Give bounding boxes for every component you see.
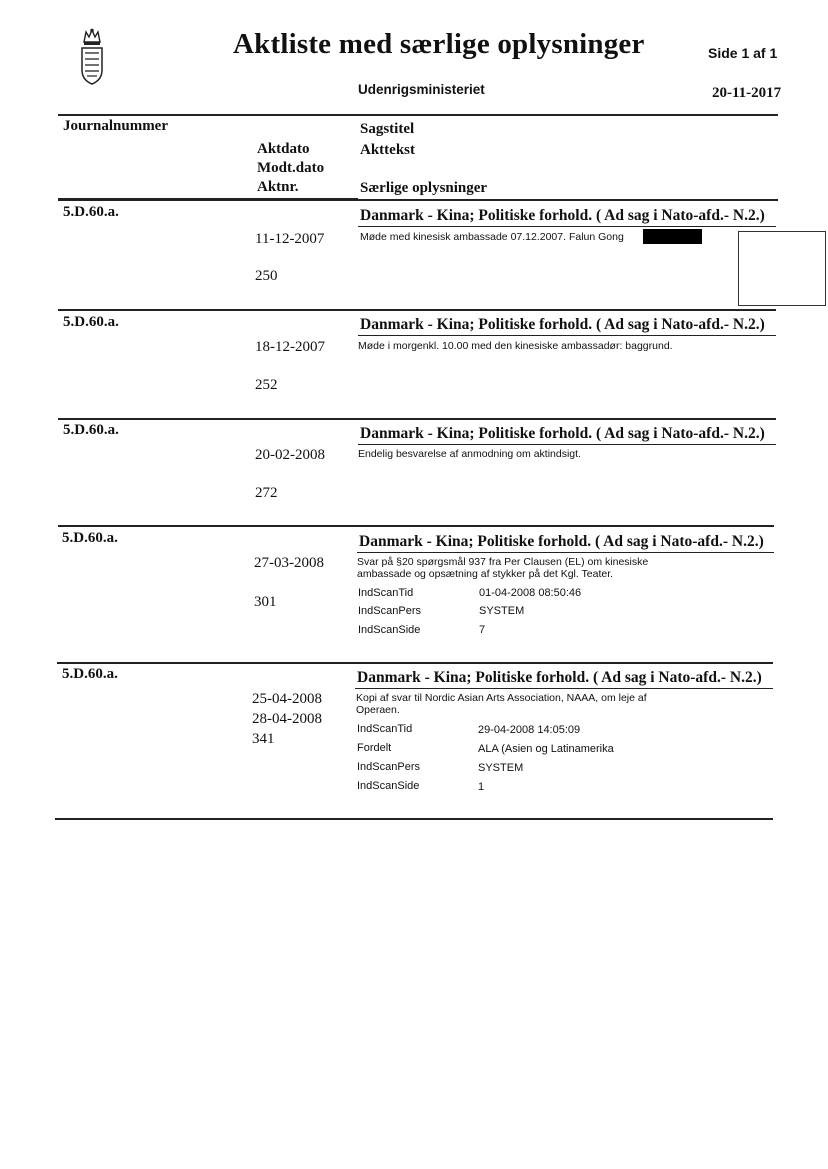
col-saerlige: Særlige oplysninger <box>360 180 488 196</box>
redaction-bar <box>643 229 702 244</box>
entry-akttekst-line2: ambassade og opsætning af stykker på det Kgl. Teater. <box>357 568 614 580</box>
entry-journal: 5.D.60.a. <box>63 314 119 330</box>
page-indicator: Side 1 af 1 <box>708 45 778 61</box>
document-date: 20-11-2017 <box>712 85 782 101</box>
entry-akttekst-line2: Operaen. <box>356 704 400 716</box>
sagstitel-underline <box>358 444 776 445</box>
entry-divider <box>57 662 773 664</box>
entry-divider <box>58 525 774 527</box>
entry-sagstitel: Danmark - Kina; Politiske forhold. ( Ad sag i Nato-afd.- N.2.) <box>360 207 765 224</box>
field-key: IndScanTid <box>358 587 414 599</box>
entry-sagstitel: Danmark - Kina; Politiske forhold. ( Ad sag i Nato-afd.- N.2.) <box>359 533 764 550</box>
entry-journal: 5.D.60.a. <box>62 530 118 546</box>
entry-aktdato: 27-03-2008 <box>254 555 324 571</box>
entry-aktdato: 20-02-2008 <box>255 447 325 463</box>
field-value: SYSTEM <box>479 605 525 617</box>
field-key: IndScanPers <box>358 605 421 617</box>
field-key: Fordelt <box>357 742 392 754</box>
entry-modtdato: 28-04-2008 <box>252 711 322 727</box>
entry-sagstitel: Danmark - Kina; Politiske forhold. ( Ad sag i Nato-afd.- N.2.) <box>357 669 762 686</box>
field-key: IndScanTid <box>357 723 413 735</box>
entry-journal: 5.D.60.a. <box>63 204 119 220</box>
entry-aktdato: 25-04-2008 <box>252 691 322 707</box>
field-value: ALA (Asien og Latinamerika <box>478 743 614 755</box>
field-value: 29-04-2008 14:05:09 <box>478 724 581 736</box>
entry-aktnr: 250 <box>255 268 278 284</box>
entry-akttekst: Endelig besvarelse af anmodning om aktindsigt. <box>358 448 581 460</box>
col-journal: Journalnummer <box>63 118 168 134</box>
entry-aktdato: 11-12-2007 <box>255 231 325 247</box>
entry-sagstitel: Danmark - Kina; Politiske forhold. ( Ad sag i Nato-afd.- N.2.) <box>360 316 765 333</box>
entry-divider-left <box>58 198 358 200</box>
field-key: IndScanSide <box>357 780 420 792</box>
field-key: IndScanSide <box>358 624 421 636</box>
annotation-box <box>738 231 826 306</box>
entry-akttekst-line1: Svar på §20 spørgsmål 937 fra Per Clausen (EL) om kinesiske <box>357 556 649 568</box>
entry-akttekst-line1: Kopi af svar til Nordic Asian Arts Association, NAAA, om leje af <box>356 692 647 704</box>
entry-divider <box>58 418 776 420</box>
entry-aktnr: 272 <box>255 485 278 501</box>
col-aktdato: Aktdato <box>257 141 310 157</box>
entry-aktnr: 341 <box>252 731 275 747</box>
col-sagstitel: Sagstitel <box>360 121 415 137</box>
entry-aktnr: 301 <box>254 594 277 610</box>
ministry-name: Udenrigsministeriet <box>358 82 485 97</box>
document-title: Aktliste med særlige oplysninger <box>233 28 645 60</box>
entry-journal: 5.D.60.a. <box>63 422 119 438</box>
coat-of-arms-icon <box>78 28 106 86</box>
field-value: 7 <box>479 624 486 636</box>
col-modtdato: Modt.dato <box>257 160 325 176</box>
sagstitel-underline <box>355 688 773 689</box>
entry-divider <box>58 309 776 311</box>
footer-rule <box>55 818 773 820</box>
col-akttekst: Akttekst <box>360 142 415 158</box>
field-value: 1 <box>478 781 485 793</box>
col-aktnr: Aktnr. <box>257 179 299 195</box>
sagstitel-underline <box>358 335 776 336</box>
sagstitel-underline <box>357 552 774 553</box>
sagstitel-underline <box>358 226 776 227</box>
entry-akttekst: Møde med kinesisk ambassade 07.12.2007. Falun Gong <box>360 231 624 243</box>
entry-sagstitel: Danmark - Kina; Politiske forhold. ( Ad sag i Nato-afd.- N.2.) <box>360 425 765 442</box>
entry-akttekst: Møde i morgenkl. 10.00 med den kinesiske ambassadør: baggrund. <box>358 340 673 352</box>
header-rule <box>58 114 778 116</box>
field-value: SYSTEM <box>478 762 524 774</box>
entry-journal: 5.D.60.a. <box>62 666 118 682</box>
entry-aktnr: 252 <box>255 377 278 393</box>
entry-aktdato: 18-12-2007 <box>255 339 325 355</box>
field-key: IndScanPers <box>357 761 420 773</box>
field-value: 01-04-2008 08:50:46 <box>479 587 582 599</box>
